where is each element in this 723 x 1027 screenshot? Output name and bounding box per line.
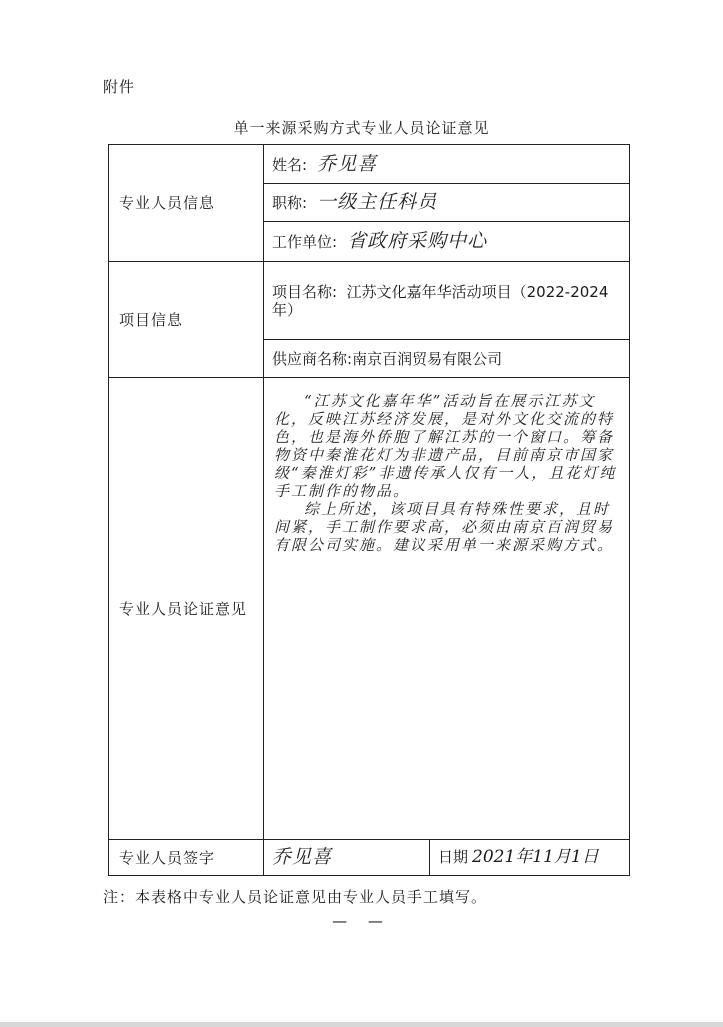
name-field [264, 145, 630, 184]
project-name-label: 项目名称: [272, 282, 338, 301]
page-bottom-divider [0, 1022, 723, 1027]
project-name-field [264, 262, 630, 340]
date-cell [430, 840, 630, 876]
argument-form-table [108, 144, 630, 876]
document-title: 单一来源采购方式专业人员论证意见 [233, 119, 490, 137]
date-handwritten-value: 2021年11月1日 [472, 847, 599, 868]
name-handwritten-value: 乔见喜 [317, 152, 378, 175]
project-name-row [109, 262, 630, 340]
name-label: 姓名: [272, 155, 308, 174]
signature-row [109, 840, 630, 876]
opinion-paragraph-1: “江苏文化嘉年华”活动旨在展示江苏文化，反映江苏经济发展，是对外文化交流的特色，也是海外侨胞了解江苏的一个窗口。筹备物资中秦淮花灯为非遗产品，目前南京市国家级“秦淮灯彩”非遗传承人仅有一人，且花灯纯手工制作的物品。 [274, 392, 617, 500]
employer-handwritten-value: 省政府采购中心 [347, 230, 488, 253]
expert-info-section-label: 专业人员信息 [109, 145, 264, 262]
title-handwritten-value: 一级主任科员 [317, 191, 438, 214]
employer-field [264, 222, 630, 262]
page-number: — — [332, 912, 391, 930]
supplier-label: 供应商名称: [272, 349, 353, 368]
project-info-section-label: 项目信息 [109, 262, 264, 378]
name-row [109, 145, 630, 184]
supplier-value: 南京百润贸易有限公司 [352, 349, 503, 368]
project-name-value: 江苏文化嘉年华活动项目（2022-2024 年） [272, 282, 609, 319]
title-field [264, 184, 630, 222]
opinion-paragraph-2: 综上所述，该项目具有特殊性要求，且时间紧，手工制作要求高，必须由南京百润贸易有限公司实施。建议采用单一来源采购方式。 [274, 500, 615, 554]
signature-cell [264, 840, 430, 876]
attachment-label: 附件 [103, 78, 136, 96]
title-label: 职称: [272, 194, 308, 213]
opinion-row [109, 378, 630, 840]
date-label: 日期 [438, 848, 469, 867]
opinion-section-label: 专业人员论证意见 [109, 378, 264, 840]
handwritten-signature: 乔见喜 [272, 846, 333, 869]
footnote: 注：本表格中专业人员论证意见由专业人员手工填写。 [103, 888, 488, 906]
signature-label: 专业人员签字 [109, 840, 264, 876]
opinion-handwritten-text [264, 378, 630, 840]
employer-label: 工作单位: [272, 233, 338, 252]
supplier-field [264, 340, 630, 378]
